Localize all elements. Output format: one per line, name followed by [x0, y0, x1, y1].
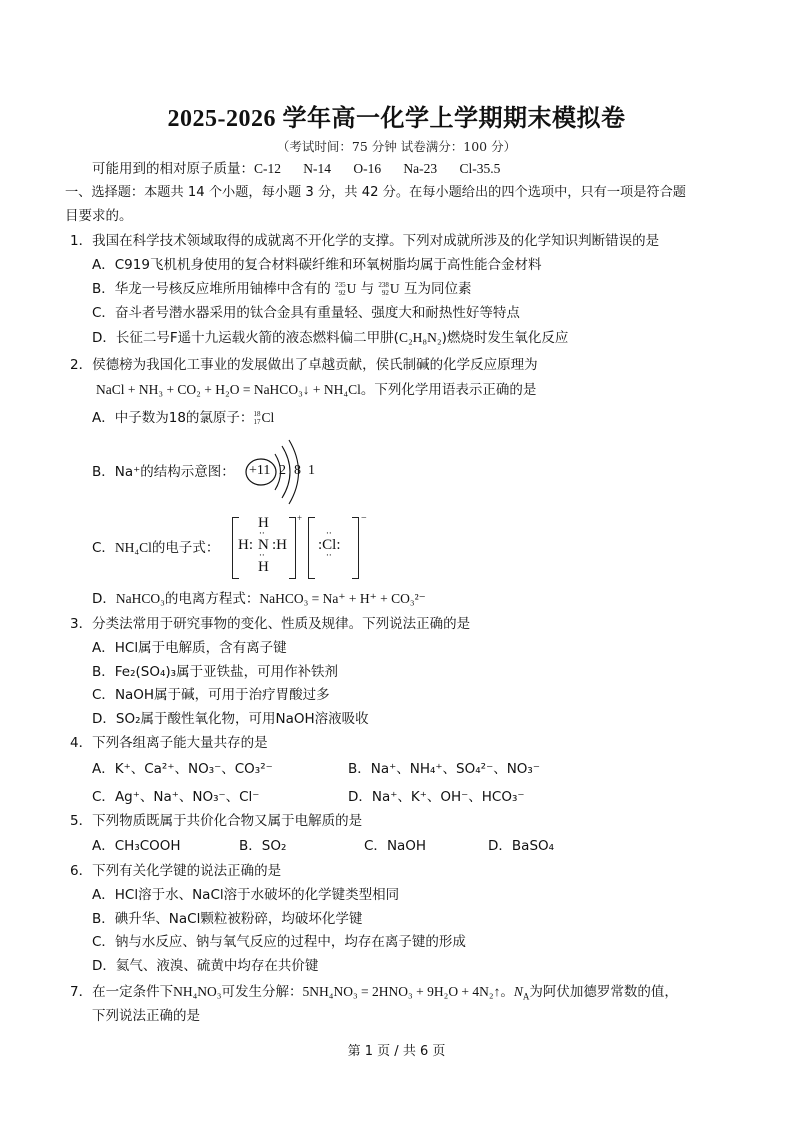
- option-label: A．: [92, 761, 115, 777]
- question-number: 5．: [70, 813, 93, 829]
- option-text: 华龙一号核反应堆所用铀棒中含有的: [114, 281, 331, 297]
- option-text: 中子数为18的氯原子：: [114, 410, 254, 426]
- chemical-formula: NH₄Cl: [114, 540, 152, 555]
- question-stem: 下列物质既属于共价化合物又属于电解质的是: [92, 813, 363, 829]
- element-symbol: U: [346, 281, 357, 296]
- option-label: C．: [92, 540, 115, 556]
- isotope-cl35: [253, 410, 260, 426]
- electron-pair: ··: [326, 551, 332, 561]
- atomic-number: 92: [338, 289, 346, 297]
- q3-option-d[interactable]: [92, 710, 369, 728]
- left-bracket: [308, 517, 315, 579]
- mass-n: N-14: [303, 161, 332, 176]
- q3-option-b[interactable]: [92, 663, 338, 681]
- q2-option-a[interactable]: [92, 409, 274, 427]
- nucleus-charge: +11: [249, 463, 271, 478]
- element-symbol: U: [389, 281, 400, 296]
- option-text: Ag⁺、Na⁺、NO₃⁻、Cl⁻: [114, 789, 260, 805]
- atomic-masses-label: 可能用到的相对原子质量：: [92, 161, 254, 177]
- exam-info: （考试时间：75 分钟 试卷满分：100 分）: [276, 139, 517, 154]
- option-label: B．: [92, 464, 115, 480]
- q5-option-b[interactable]: [239, 837, 286, 855]
- option-text: 的电离方程式：: [164, 591, 260, 607]
- shell-3-count: 1: [308, 463, 315, 478]
- q4-option-a[interactable]: [92, 760, 273, 778]
- question-7: [70, 983, 678, 1001]
- option-text: NaOH: [386, 838, 427, 854]
- chemical-equation: NaCl + NH₃ + CO₂ + H₂O = NaHCO₃↓ + NH₄Cl: [96, 382, 361, 397]
- question-stem: 下列有关化学键的说法正确的是: [92, 863, 282, 879]
- option-label: C．: [92, 305, 115, 321]
- section-heading: 一、选择题：本题共 14 个小题，每小题 3 分，共 42 分。在每小题给出的四个选项中，只有一项是符合题: [65, 185, 686, 200]
- option-label: D．: [92, 958, 116, 974]
- question-stem: 下列各组离子能大量共存的是: [92, 735, 268, 751]
- option-label: D．: [92, 591, 116, 607]
- option-label: D．: [92, 711, 116, 727]
- option-text: 碘升华、NaCl颗粒被粉碎，均破坏化学键: [114, 911, 363, 927]
- nh4cl-electron-formula: [232, 515, 372, 581]
- cation-charge: +: [297, 513, 303, 523]
- question-stem: 。下列化学用语表示正确的是: [360, 382, 537, 398]
- option-text: C919飞机机身使用的复合材料碳纤维和环氧树脂均属于高性能合金材料: [114, 257, 542, 273]
- electron-pair: ··: [259, 551, 265, 561]
- option-text: Na⁺、NH₄⁺、SO₄²⁻、NO₃⁻: [370, 761, 540, 777]
- option-label: C．: [92, 789, 115, 805]
- q2-option-b[interactable]: [92, 463, 235, 481]
- q4-option-d[interactable]: [348, 788, 525, 806]
- option-label: D．: [348, 789, 372, 805]
- atomic-number: 92: [381, 289, 389, 297]
- option-text: 长征二号F遥十九运载火箭的液态燃料偏二甲肼(: [115, 330, 399, 346]
- chemical-equation: NaHCO₃ = Na⁺ + H⁺ + CO₃²⁻: [259, 591, 426, 606]
- option-label: A．: [92, 640, 115, 656]
- atom-n: N: [258, 537, 269, 553]
- option-text: 氦气、液溴、硫黄中均存在共价键: [115, 958, 319, 974]
- question-stem: 分类法常用于研究事物的变化、性质及规律。下列说法正确的是: [92, 616, 471, 632]
- option-label: D．: [488, 838, 512, 854]
- right-bracket: [289, 517, 296, 579]
- mass-number: 235: [335, 281, 346, 289]
- question-4: [70, 734, 268, 752]
- question-3: [70, 615, 470, 633]
- option-label: C．: [364, 838, 387, 854]
- chemical-formula: NH₄NO₃: [173, 984, 222, 999]
- question-stem: 在一定条件下: [92, 984, 174, 1000]
- question-number: 7．: [70, 984, 93, 1000]
- option-text: NaOH属于碱，可用于治疗胃酸过多: [114, 687, 330, 703]
- page-footer: 第 1 页 / 共 6 页: [347, 1044, 446, 1059]
- atom-h-bottom: H: [258, 559, 269, 575]
- option-text: HCl属于电解质，含有离子键: [114, 640, 287, 656]
- question-stem: 我国在科学技术领域取得的成就离不开化学的支撑。下列对成就所涉及的化学知识判断错误的是: [92, 233, 660, 249]
- q6-option-a[interactable]: [92, 886, 399, 904]
- option-label: B．: [92, 911, 115, 927]
- mass-o: O-16: [353, 161, 382, 176]
- question-stem: 。: [500, 984, 514, 1000]
- option-text: K⁺、Ca²⁺、NO₃⁻、CO₃²⁻: [114, 761, 273, 777]
- anion-charge: −: [361, 513, 367, 524]
- chemical-formula: NaHCO₃: [115, 591, 165, 606]
- option-text: 互为同位素: [403, 281, 472, 297]
- option-text: CH₃COOH: [114, 838, 181, 854]
- option-label: C．: [92, 687, 115, 703]
- question-stem: 可发生分解：: [221, 984, 303, 1000]
- question-number: 1．: [70, 233, 93, 249]
- option-text: HCl溶于水、NaCl溶于水破坏的化学键类型相同: [114, 887, 400, 903]
- option-label: C．: [92, 934, 115, 950]
- q1-option-a[interactable]: [92, 256, 541, 274]
- q6-option-b[interactable]: [92, 910, 362, 928]
- option-label: A．: [92, 410, 115, 426]
- question-1: [70, 232, 659, 250]
- q4-option-c[interactable]: [92, 788, 259, 806]
- page-title: 2025-2026 学年高一化学上学期期末模拟卷: [167, 106, 626, 132]
- q2-equation-line: [96, 381, 536, 399]
- mass-c: C-12: [254, 161, 281, 176]
- atomic-number: 17: [253, 418, 261, 426]
- isotope-u235: [335, 281, 346, 297]
- section-heading-cont: 目要求的。: [65, 208, 133, 224]
- na-ion-structure-diagram: [244, 438, 324, 508]
- mass-na: Na-23: [403, 161, 438, 176]
- option-label: B．: [348, 761, 371, 777]
- question-stem: 为阿伏加德罗常数的值，: [529, 984, 678, 1000]
- q2-option-c[interactable]: [92, 539, 219, 557]
- option-text: SO₂: [261, 838, 287, 854]
- q5-option-c[interactable]: [364, 837, 426, 855]
- q3-option-a[interactable]: [92, 639, 287, 657]
- question-number: 6．: [70, 863, 93, 879]
- option-text: SO₂属于酸性氧化物，可用NaOH溶液吸收: [115, 711, 369, 727]
- question-number: 2．: [70, 357, 93, 373]
- shell-1-count: 2: [279, 463, 286, 478]
- option-label: B．: [92, 281, 115, 297]
- atom-h-left: H:: [238, 537, 253, 553]
- option-text: )燃烧时发生氧化反应: [441, 330, 569, 346]
- question-number: 3．: [70, 616, 93, 632]
- atom-cl: :Cl:: [318, 537, 341, 553]
- electron-pair: ··: [259, 529, 265, 539]
- atom-h-right: :H: [272, 537, 287, 553]
- question-stem: 侯德榜为我国化工事业的发展做出了卓越贡献，侯氏制碱的化学反应原理为: [92, 357, 538, 373]
- atomic-masses: [92, 160, 500, 178]
- option-text: 钠与水反应、钠与氧气反应的过程中，均存在离子键的形成: [114, 934, 466, 950]
- mass-cl: Cl-35.5: [459, 161, 501, 176]
- option-text: 奋斗者号潜水器采用的钛合金具有重量轻、强度大和耐热性好等特点: [114, 305, 520, 321]
- mass-number: 18: [253, 410, 261, 418]
- option-label: A．: [92, 887, 115, 903]
- question-6: [70, 862, 281, 880]
- element-symbol: Cl: [261, 410, 275, 425]
- q4-option-b[interactable]: [348, 760, 540, 778]
- option-text: BaSO₄: [511, 838, 555, 854]
- chemical-formula: C₂H₈N₂: [398, 330, 442, 345]
- option-label: A．: [92, 257, 115, 273]
- option-label: B．: [92, 664, 115, 680]
- avogadro-symbol: N: [513, 984, 523, 999]
- avogadro-subscript: A: [522, 991, 530, 1002]
- option-text: 与: [360, 281, 375, 297]
- q1-option-c[interactable]: [92, 304, 520, 322]
- q3-option-c[interactable]: [92, 686, 330, 704]
- question-2: [70, 356, 538, 374]
- option-text: Na⁺、K⁺、OH⁻、HCO₃⁻: [371, 789, 525, 805]
- q2-option-d[interactable]: [92, 590, 426, 608]
- q5-option-d[interactable]: [488, 837, 554, 855]
- atom-h-top: H: [258, 515, 269, 531]
- q5-option-a[interactable]: [92, 837, 181, 855]
- q1-option-d[interactable]: [92, 329, 568, 347]
- option-text: Fe₂(SO₄)₃属于亚铁盐，可用作补铁剂: [114, 664, 339, 680]
- q6-option-c[interactable]: [92, 933, 466, 951]
- q1-option-b[interactable]: [92, 280, 471, 298]
- chemical-equation: 5NH₄NO₃ = 2HNO₃ + 9H₂O + 4N₂↑: [302, 984, 501, 999]
- question-5: [70, 812, 362, 830]
- option-label: B．: [239, 838, 262, 854]
- right-bracket: [352, 517, 359, 579]
- q6-option-d[interactable]: [92, 957, 318, 975]
- option-text: 的电子式：: [151, 540, 220, 556]
- question-number: 4．: [70, 735, 93, 751]
- option-label: D．: [92, 330, 116, 346]
- option-text: Na⁺的结构示意图：: [114, 464, 235, 480]
- mass-number: 238: [378, 281, 389, 289]
- isotope-u238: [378, 281, 389, 297]
- question-7-cont: 下列说法正确的是: [92, 1008, 200, 1024]
- shell-2-count: 8: [294, 463, 301, 478]
- electron-pair: ··: [326, 529, 332, 539]
- option-label: A．: [92, 838, 115, 854]
